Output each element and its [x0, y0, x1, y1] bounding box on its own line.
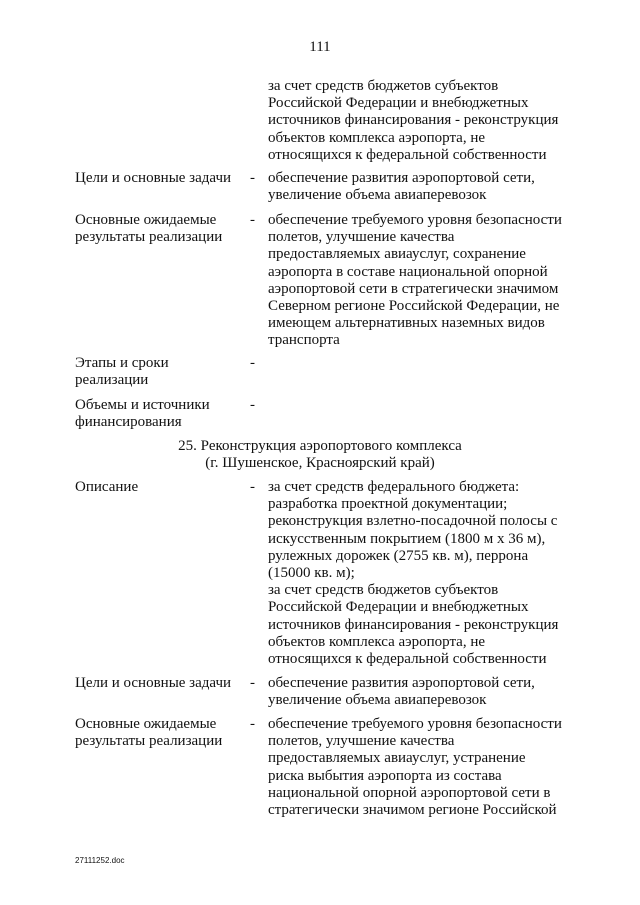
dash: - — [250, 716, 255, 732]
heading-line: (г. Шушенское, Красноярский край) — [205, 455, 435, 472]
text-line: искусственным покрытием (1800 м х 36 м), — [268, 530, 546, 547]
results-value — [268, 716, 578, 819]
text-line: обеспечение требуемого уровня безопасности — [268, 212, 562, 228]
text-line: стратегически значимом регионе Российской — [268, 802, 557, 819]
dash: - — [250, 675, 255, 691]
text-line: за счет средств федерального бюджета: — [268, 479, 520, 495]
text-line: за счет средств бюджетов субъектов — [268, 582, 499, 599]
label-line: результаты реализации — [75, 229, 223, 246]
text-line: Российской Федерации и внебюджетных — [268, 599, 529, 616]
label-line: Цели и основные задачи — [75, 170, 232, 186]
text-line: рулежных дорожек (2755 кв. м), перрона — [268, 547, 529, 564]
goals-label — [75, 675, 245, 692]
label-line: реализации — [75, 372, 149, 389]
dash: - — [250, 355, 255, 371]
stages-label — [75, 355, 245, 389]
label-line: Этапы и сроки — [75, 355, 169, 371]
results-value — [268, 212, 578, 350]
goals-label — [75, 170, 245, 187]
dash: - — [250, 170, 255, 186]
label-line: Основные ожидаемые — [75, 212, 217, 228]
label-line: Цели и основные задачи — [75, 675, 232, 691]
goals-value — [268, 675, 578, 709]
text-line: предоставляемых авиауслуг, сохранение — [268, 246, 526, 263]
text-line: обеспечение требуемого уровня безопасности — [268, 716, 562, 732]
results-label — [75, 716, 245, 750]
label-line: результаты реализации — [75, 733, 223, 750]
text-line: объектов комплекса аэропорта, не — [268, 633, 486, 650]
heading-line: 25. Реконструкция аэропортового комплекса — [178, 438, 462, 454]
text-line: транспорта — [268, 332, 340, 349]
text-line: обеспечение развития аэропортовой сети, — [268, 675, 535, 691]
text-line: Северном регионе Российской Федерации, не — [268, 298, 560, 315]
section-heading — [0, 438, 640, 472]
dash: - — [250, 479, 255, 495]
text-line: национальной опорной аэропортовой сети в — [268, 784, 551, 801]
description-label — [75, 479, 245, 496]
text-line: реконструкция взлетно-посадочной полосы с — [268, 513, 558, 530]
text-line: аэропорта в составе национальной опорной — [268, 263, 548, 280]
text-line: разработка проектной документации; — [268, 496, 508, 513]
document-footer: 27111252.doc — [75, 856, 125, 865]
text-line: относящихся к федеральной собственности — [268, 651, 547, 668]
continued-description-value — [268, 78, 578, 164]
text-line: объектов комплекса аэропорта, не — [268, 129, 486, 146]
text-line: полетов, улучшение качества — [268, 229, 455, 246]
text-line: увеличение объема авиаперевозок — [268, 692, 487, 709]
dash: - — [250, 397, 255, 413]
label-line: Основные ожидаемые — [75, 716, 217, 732]
funding-label — [75, 397, 245, 431]
text-line: увеличение объема авиаперевозок — [268, 187, 487, 204]
label-line: финансирования — [75, 414, 182, 431]
text-line: имеющем альтернативных наземных видов — [268, 315, 545, 332]
goals-value — [268, 170, 578, 204]
text-line: аэропортовой сети в стратегически значимом — [268, 280, 559, 297]
text-line: относящихся к федеральной собственности — [268, 146, 547, 163]
text-line: источников финансирования - реконструкция — [268, 616, 559, 633]
description-value — [268, 479, 578, 668]
text-line: источников финансирования - реконструкция — [268, 112, 559, 129]
dash: - — [250, 212, 255, 228]
results-label — [75, 212, 245, 246]
label-line: Описание — [75, 479, 139, 495]
text-line: за счет средств бюджетов субъектов — [268, 78, 499, 94]
text-line: обеспечение развития аэропортовой сети, — [268, 170, 535, 186]
text-line: Российской Федерации и внебюджетных — [268, 95, 529, 112]
text-line: риска выбытия аэропорта из состава — [268, 767, 502, 784]
page-number: 111 — [309, 39, 331, 55]
text-line: полетов, улучшение качества — [268, 733, 455, 750]
text-line: (15000 кв. м); — [268, 565, 355, 582]
label-line: Объемы и источники — [75, 397, 210, 413]
text-line: предоставляемых авиауслуг, устранение — [268, 750, 526, 767]
